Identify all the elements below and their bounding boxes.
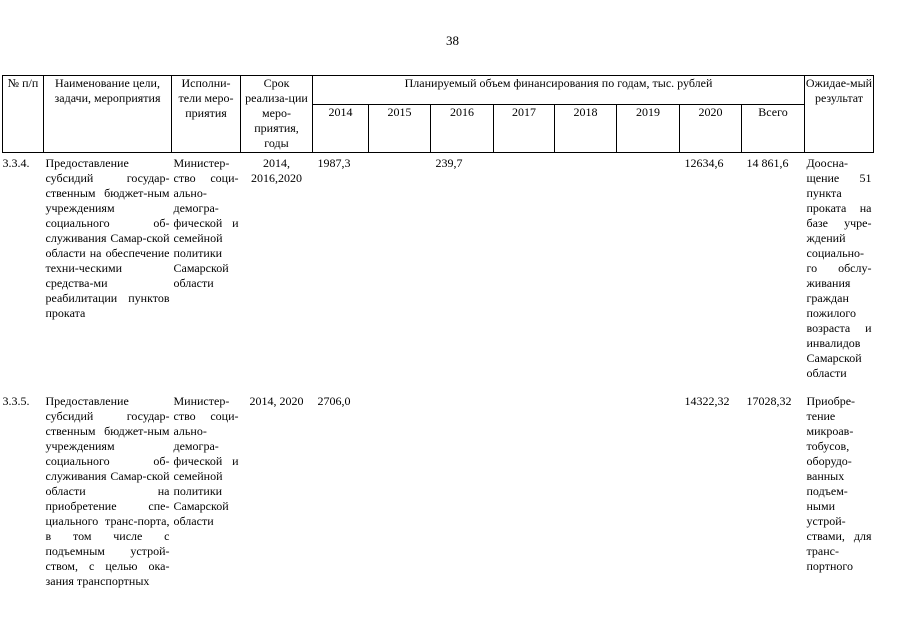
row-total: 14 861,6 bbox=[746, 156, 789, 170]
row-2018 bbox=[555, 391, 617, 641]
header-executor: Исполни-тели меро-приятия bbox=[172, 76, 241, 153]
page-number: 38 bbox=[446, 33, 459, 48]
row-total: 17028,32 bbox=[746, 393, 792, 408]
row-num: 3.3.4. bbox=[2, 156, 30, 170]
header-name: Наименование цели, задачи, мероприятия bbox=[44, 76, 172, 153]
row-num: 3.3.5. bbox=[2, 393, 30, 408]
row-executor: Министер-ство соци-ально-демогра-фической и семейной политики Самарской области bbox=[173, 393, 239, 528]
row-2014: 1987,3 bbox=[317, 156, 351, 170]
row-result: Дооснa-щение 51 пункта проката на базе учре-ждений социально-го обслу-живания граждан пожилого возраста и инвалидов Самарской области bbox=[806, 156, 872, 380]
row-name: Предоставление субсидий государ-ственным бюджет-ным учреждениям социального об-служивания Самар-ской области на приобретение спе-циального транс-порта, в том числе с подъемным устрой-ством, с целью ока-зания транспортных bbox=[45, 393, 170, 588]
row-2015 bbox=[369, 153, 431, 391]
header-year-2017: 2017 bbox=[494, 105, 555, 153]
row-2020: 12634,6 bbox=[684, 156, 724, 170]
funding-table bbox=[2, 75, 874, 641]
row-2019 bbox=[617, 391, 680, 641]
row-2017 bbox=[494, 153, 555, 391]
header-total: Всего bbox=[742, 105, 805, 153]
header-year-2016: 2016 bbox=[431, 105, 494, 153]
row-executor: Министер-ство соци-ально-демогра-фической и семейной политики Самарской области bbox=[173, 156, 239, 290]
header-year-2014: 2014 bbox=[313, 105, 369, 153]
header-year-2015: 2015 bbox=[369, 105, 431, 153]
header-year-2020: 2020 bbox=[680, 105, 742, 153]
row-2017 bbox=[494, 391, 555, 641]
header-year-2018: 2018 bbox=[555, 105, 617, 153]
row-2020: 14322,32 bbox=[684, 393, 730, 408]
table-row bbox=[3, 153, 874, 391]
header-term: Срок реализа-ции меро-приятия, годы bbox=[241, 76, 313, 153]
row-2015 bbox=[369, 391, 431, 641]
header-funding: Планируемый объем финансирования по годам, тыс. рублей bbox=[313, 76, 805, 105]
row-2018 bbox=[555, 153, 617, 391]
row-2019 bbox=[617, 153, 680, 391]
header-result: Ожидае-мый результат bbox=[805, 76, 874, 153]
row-term: 2014, 2020 bbox=[249, 393, 304, 408]
table-row bbox=[3, 391, 874, 641]
row-name: Предоставление субсидий государ-ственным бюджет-ным учреждениям социального об-служивания Самар-ской области на обеспечение техни-ческими средства-ми реабилитации пунктов проката bbox=[45, 156, 170, 320]
header-year-2019: 2019 bbox=[617, 105, 680, 153]
row-2016: 239,7 bbox=[435, 156, 463, 170]
row-result: Приобре-тение микроав-тобусов, оборудо-ванных подъем-ными устрой-ствами, для транс-портного bbox=[806, 393, 872, 573]
row-2014: 2706,0 bbox=[317, 393, 351, 408]
header-num: № п/п bbox=[3, 76, 44, 153]
row-term: 2014, 2016,2020 bbox=[251, 156, 302, 185]
row-2016 bbox=[431, 391, 494, 641]
